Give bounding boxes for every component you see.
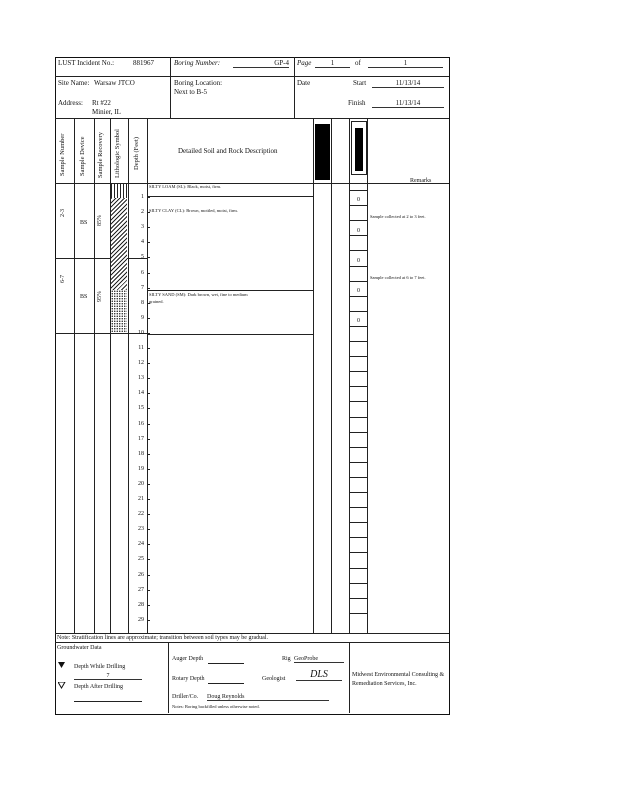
- col-line-7: [331, 118, 332, 633]
- finish-date: 11/13/14: [372, 100, 444, 108]
- pid-row-line: [349, 432, 367, 433]
- depth-after-label: Depth After Drilling: [74, 684, 123, 690]
- depth-tick: [147, 590, 150, 591]
- geologist-signature: DLS: [296, 670, 342, 681]
- pid-row-line: [349, 371, 367, 372]
- stratification-note: Note: Stratification lines are approximate; transition between soil types may be gradual.: [57, 635, 268, 641]
- depth-tick-label: 27: [138, 586, 144, 593]
- depth-tick: [147, 348, 150, 349]
- sample-2-number: 6-7: [60, 275, 66, 283]
- pid-header-block: [315, 124, 330, 180]
- depth-tick: [147, 484, 150, 485]
- site-name: Warsaw JTCO: [94, 79, 135, 87]
- silty-loam-symbol: [111, 184, 127, 198]
- description-header: Detailed Soil and Rock Description: [178, 147, 278, 155]
- depth-while-triangle-icon: [58, 662, 66, 670]
- rotary-depth-label: Rotary Depth: [172, 676, 205, 682]
- depth-tick-label: 26: [138, 571, 144, 578]
- pid-reading-3: 0: [357, 258, 360, 264]
- strat-line-1: [147, 196, 313, 197]
- sample-1-number: 2-3: [60, 209, 66, 217]
- description-silty-sand-cont: grained.: [149, 299, 164, 304]
- footer-vline-2: [349, 642, 350, 713]
- depth-after-triangle-icon: [58, 682, 66, 690]
- page-number: 1: [315, 60, 350, 68]
- sample-1-recovery: 85%: [97, 215, 103, 226]
- sample-2-device: BS: [80, 294, 88, 300]
- depth-while-label: Depth While Drilling: [74, 664, 126, 670]
- depth-tick: [147, 197, 150, 198]
- depth-tick: [147, 605, 150, 606]
- strat-line-3: [147, 334, 313, 335]
- depth-tick-label: 14: [138, 390, 144, 397]
- depth-tick-label: 2: [141, 209, 144, 216]
- pid-row-line: [349, 417, 367, 418]
- pid-row-line: [349, 477, 367, 478]
- pid-row-line: [349, 386, 367, 387]
- site-label: Site Name:: [58, 79, 90, 87]
- boring-location-label: Boring Location:: [174, 79, 223, 87]
- depth-tick-label: 21: [138, 496, 144, 502]
- depth-tick-label: 24: [138, 541, 144, 548]
- footer-top-line: [55, 633, 449, 634]
- depth-tick: [147, 575, 150, 576]
- depth-tick: [147, 439, 150, 440]
- depth-tick-label: 11: [138, 345, 144, 351]
- depth-tick: [147, 559, 150, 560]
- remark-1: Sample collected at 2 to 3 feet.: [370, 214, 426, 219]
- remark-2: Sample collected at 6 to 7 feet.: [370, 275, 426, 280]
- depth-tick-label: 22: [138, 511, 144, 518]
- pid-row-line: [349, 568, 367, 569]
- strat-line-2: [147, 290, 313, 291]
- depth-tick: [147, 620, 150, 621]
- lithologic-symbol-header: Lithologic Symbol: [114, 129, 121, 178]
- boring-number-label: Boring Number:: [174, 59, 221, 67]
- depth-tick-label: 13: [138, 375, 144, 382]
- depth-tick-label: 18: [138, 450, 144, 457]
- pid-row-line: [349, 537, 367, 538]
- col-line-8: [349, 118, 350, 633]
- incident-label: LUST Incident No.:: [58, 59, 115, 67]
- pid-row-line: [349, 401, 367, 402]
- depth-tick-label: 8: [141, 299, 144, 306]
- depth-tick: [147, 393, 150, 394]
- depth-tick: [147, 363, 150, 364]
- pid-row-line: [349, 492, 367, 493]
- page-label: Page: [297, 59, 312, 67]
- pid-row-line: [349, 356, 367, 357]
- depth-tick: [147, 544, 150, 545]
- depth-tick-label: 23: [138, 526, 144, 533]
- col-line-6: [313, 118, 314, 633]
- start-date: 11/13/14: [372, 80, 444, 88]
- pid-row-line: [349, 507, 367, 508]
- depth-tick-label: 28: [138, 601, 144, 608]
- depth-tick-label: 7: [141, 284, 144, 291]
- driller-label: Driller/Co.: [172, 694, 199, 700]
- address-label: Address:: [58, 99, 83, 107]
- depth-tick-label: 17: [138, 435, 144, 442]
- pid-reading-1: 0: [357, 197, 360, 203]
- page-total: 1: [368, 60, 443, 68]
- finish-label: Finish: [348, 99, 366, 107]
- depth-tick-label: 4: [141, 239, 144, 246]
- depth-tick: [147, 424, 150, 425]
- depth-tick-label: 25: [138, 556, 144, 563]
- depth-tick-label: 6: [141, 269, 144, 276]
- pid-row-line: [349, 522, 367, 523]
- remarks-header: Remarks: [410, 178, 432, 184]
- geologist-label: Geologist: [262, 676, 286, 682]
- depth-while-value: 7: [74, 673, 142, 680]
- boring-location: Next to B-5: [174, 88, 208, 96]
- depth-tick: [147, 227, 150, 228]
- groundwater-label: Groundwater Data: [57, 645, 102, 651]
- rig-value: GeoProbe: [294, 656, 344, 663]
- start-label: Start: [353, 79, 367, 87]
- sample-device-header: Sample Device: [79, 136, 86, 176]
- depth-tick: [147, 242, 150, 243]
- depth-tick-label: 15: [138, 405, 144, 412]
- pid-row-line: [349, 598, 367, 599]
- depth-tick-label: 19: [138, 465, 144, 472]
- depth-tick-label: 20: [138, 480, 144, 487]
- sample-1-device: BS: [80, 220, 88, 226]
- depth-tick-label: 12: [138, 360, 144, 367]
- depth-tick: [147, 469, 150, 470]
- company-line-1: Midwest Environmental Consulting &: [352, 672, 445, 678]
- sample-2-recovery: 95%: [97, 291, 103, 302]
- description-silty-loam: SILTY LOAM (SL): Black, moist, firm.: [149, 184, 222, 189]
- depth-tick: [147, 273, 150, 274]
- silty-clay-symbol: [111, 198, 127, 290]
- col-line-2: [94, 118, 95, 633]
- depth-tick-label: 3: [141, 224, 144, 231]
- pid-row-line: [349, 583, 367, 584]
- depth-tick-label: 10: [138, 329, 144, 336]
- depth-after-value-line: [74, 701, 142, 702]
- depth-tick-label: 9: [141, 314, 144, 321]
- boring-backfill-note: Notes: Boring backfilled unless otherwise noted.: [172, 704, 260, 709]
- fid-header-box: [351, 121, 367, 175]
- depth-tick-label: 16: [138, 420, 144, 427]
- pid-row-line: [349, 341, 367, 342]
- address-line-2: Minier, IL: [92, 108, 121, 116]
- depth-tick: [147, 499, 150, 500]
- depth-tick-label: 29: [138, 616, 144, 623]
- depth-tick: [147, 514, 150, 515]
- pid-row-line: [349, 613, 367, 614]
- header-divider-1: [55, 76, 449, 77]
- depth-tick-label: 1: [141, 194, 144, 200]
- footer-line-2: [55, 642, 449, 643]
- description-silty-clay: SILTY CLAY (CL): Brown, mottled, moist, firm.: [149, 208, 238, 213]
- depth-tick: [147, 257, 150, 258]
- address-line-1: Rt #22: [92, 99, 111, 107]
- footer-vline-1: [168, 642, 169, 713]
- depth-tick: [147, 454, 150, 455]
- depth-header: Depth (Feet): [133, 136, 140, 170]
- col-line-4: [128, 118, 129, 633]
- col-line-9: [367, 118, 368, 633]
- depth-tick: [147, 378, 150, 379]
- pid-reading-5: 0: [357, 318, 360, 324]
- auger-depth-label: Auger Depth: [172, 656, 204, 662]
- depth-tick: [147, 288, 150, 289]
- silty-sand-symbol: [111, 290, 127, 334]
- sample-recovery-header: Sample Recovery: [97, 131, 104, 178]
- pid-row-line: [349, 462, 367, 463]
- boring-number: GP-4: [233, 60, 289, 68]
- col-line-1: [74, 118, 75, 633]
- driller-value: Doug Reynolds: [207, 694, 329, 701]
- description-silty-sand: SILTY SAND (SM): Dark brown, wet, fine to medium: [149, 292, 248, 297]
- pid-row-line: [349, 447, 367, 448]
- depth-tick-label: 5: [141, 254, 144, 261]
- company-line-2: Remediation Services, Inc.: [352, 681, 417, 687]
- pid-row-line: [349, 552, 367, 553]
- date-label: Date: [297, 79, 311, 87]
- depth-tick: [147, 408, 150, 409]
- pid-reading-2: 0: [357, 228, 360, 234]
- of-label: of: [355, 59, 361, 67]
- depth-tick: [147, 529, 150, 530]
- depth-tick: [147, 318, 150, 319]
- sample-number-header: Sample Number: [59, 133, 66, 176]
- incident-number: 881967: [133, 59, 154, 67]
- pid-reading-4: 0: [357, 288, 360, 294]
- rig-label: Rig: [282, 656, 291, 662]
